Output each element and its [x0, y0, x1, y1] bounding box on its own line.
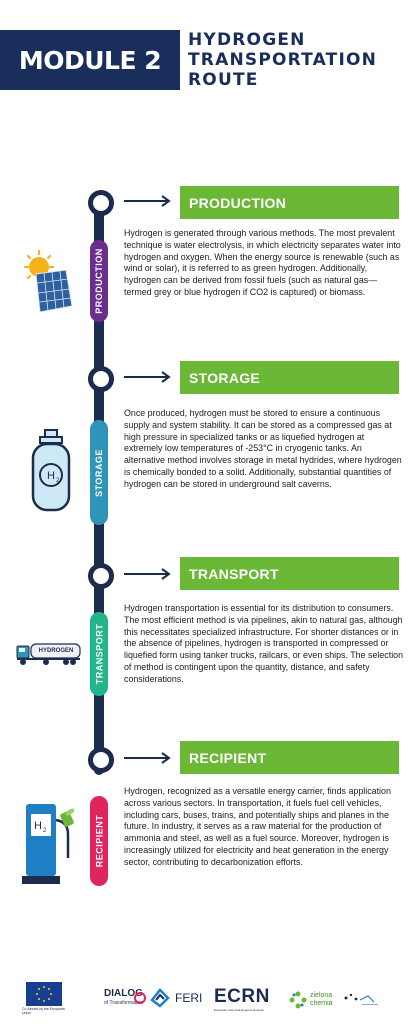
feri-name: FERI — [175, 991, 203, 1005]
title-line: ROUTE — [188, 70, 259, 90]
dialog-logo — [104, 988, 144, 1012]
timeline-node — [88, 563, 114, 589]
section-pill-production — [90, 240, 108, 322]
svg-text:2: 2 — [56, 478, 60, 484]
arrow-right-icon — [124, 195, 172, 207]
zielona-mark-icon — [288, 990, 308, 1010]
ecrn-sub: European Chemical Regions Network — [214, 1008, 265, 1012]
arrow-right-icon — [124, 752, 172, 764]
dialog-name: DIALOG — [104, 988, 143, 999]
section-pill-storage — [90, 420, 108, 525]
pill-label: TRANSPORT — [94, 623, 104, 685]
partner-logo-icon — [340, 990, 382, 1010]
arrow-right-icon — [124, 371, 172, 383]
arrow-right-icon — [124, 568, 172, 580]
eu-caption: Co-funded by the European Union — [22, 1007, 66, 1015]
section-pill-transport — [90, 612, 108, 696]
module-label: MODULE 2 — [18, 45, 162, 75]
section-heading-storage — [180, 361, 399, 394]
title-line: TRANSPORTATION — [188, 50, 378, 70]
section-heading-label: TRANSPORT — [189, 565, 279, 582]
svg-text:2: 2 — [43, 828, 47, 834]
solar-panel-icon — [22, 250, 74, 318]
zielona-name: zielona chemia — [310, 992, 333, 1007]
dialog-sub: of Transformation — [104, 1000, 143, 1006]
timeline-node — [88, 747, 114, 773]
eu-logo — [22, 982, 66, 1016]
tanker-truck-icon — [16, 642, 82, 666]
feri-mark-icon — [148, 986, 172, 1010]
section-heading-label: RECIPIENT — [189, 749, 267, 766]
pill-label: RECIPIENT — [94, 814, 105, 868]
pill-label: PRODUCTION — [94, 248, 104, 314]
section-text-storage: Once produced, hydrogen must be stored to ensure a continuous supply and system stability. It can be stored as a compressed gas at high pressure in specialized tanks or as liquefied hydrogen at extremely low temperatures of -253°C in cryogenic tanks. An alternative method involves storage in metal hydrides, where hydrogen is chemically bonded to a solid. Additionally, substantial quantities of hydrogen can be stored in underground salt caverns. — [124, 408, 402, 489]
section-heading-transport — [180, 557, 399, 590]
feri-logo — [148, 986, 202, 1010]
ecrn-logo — [214, 986, 270, 1014]
truck-label: HYDROGEN — [38, 648, 74, 654]
pill-label: STORAGE — [94, 448, 104, 497]
timeline-node — [88, 190, 114, 216]
section-text-transport: Hydrogen transportation is essential for its distribution to consumers. The most efficient method is via pipelines, akin to natural gas, although this necessitates specialized infrastructure. For shorter distances or in the absence of pipelines, hydrogen is transported in compressed or liquefied form using tanker trucks, railcars, or even ships. The selection of method is contingent upon the quantity, distance, and safety considerations. — [124, 603, 404, 684]
dialog-mark-icon — [134, 992, 146, 1004]
module-badge — [0, 30, 180, 90]
timeline-node — [88, 366, 114, 392]
section-text-recipient: Hydrogen, recognized as a versatile energy carrier, finds application across various sectors. In transportation, it fuels fuel cell vehicles, including cars, buses, trains, and potentially ships and planes in the future. In industry, it serves as a raw material for the production of ammonia and steel, as well as a fuel source. Moreover, hydrogen is increasingly utilized for electricity and heat generation in the energy sector, contributing to decarbonization efforts. — [124, 786, 391, 867]
section-heading-production — [180, 186, 399, 219]
section-heading-recipient — [180, 741, 399, 774]
section-text-production: Hydrogen is generated through various methods. The most prevalent technique is water electrolysis, in which electricity separates water into hydrogen and oxygen. When the energy source is renewable (such as wind or solar), it is referred to as green hydrogen. Additionally, hydrogen can be derived from fossil fuels (such as natural gas—termed grey or blue hydrogen if CO2 is captured) or biomass. — [124, 228, 401, 297]
zielona-chemia-logo — [288, 988, 338, 1012]
eu-flag-icon — [26, 982, 62, 1006]
svg-text:H: H — [47, 470, 55, 482]
ecrn-name: ECRN — [214, 986, 270, 1007]
section-heading-label: STORAGE — [189, 369, 261, 386]
section-heading-label: PRODUCTION — [189, 194, 287, 211]
hydrogen-pump-icon — [22, 800, 78, 886]
title-line: HYDROGEN — [188, 30, 306, 50]
svg-text:H: H — [34, 820, 42, 832]
page-title — [188, 30, 398, 90]
section-pill-recipient — [90, 796, 108, 886]
hydrogen-tank-icon — [26, 428, 76, 516]
